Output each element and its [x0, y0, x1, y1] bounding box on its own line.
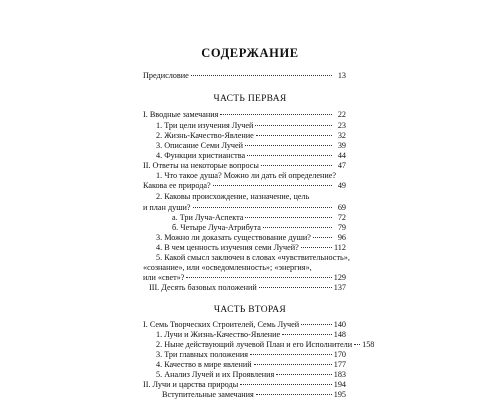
toc-entry-page: 72: [337, 213, 346, 222]
toc-entry-text: б. Четыре Луча-Атрибута: [172, 223, 261, 232]
toc-entry-text: 5. Какой смысл заключен в словах «чувствительность»,: [156, 253, 350, 262]
toc-leader-dots: [276, 374, 331, 375]
toc-entry: [156, 330, 346, 340]
toc-leader-dots: [186, 277, 331, 278]
toc-leader-dots: [263, 227, 332, 228]
toc-entry: [143, 273, 346, 283]
toc-entry-text: 2. Жизнь-Качество-Явление: [156, 131, 254, 140]
toc-entry: [162, 390, 346, 400]
toc-entry-page: 140: [333, 320, 346, 329]
toc-leader-dots: [247, 155, 332, 156]
toc-leader-dots: [256, 394, 332, 395]
toc-leader-dots: [193, 207, 332, 208]
toc-entry: [156, 121, 346, 131]
toc-entry-text: 3. Описание Семи Лучей: [156, 141, 244, 150]
toc-entry-text: II. Лучи и царства природы: [143, 380, 239, 389]
toc-entry-text: 5. Анализ Лучей и их Проявления: [156, 370, 275, 379]
toc-entry-text: 1. Лучи и Жизнь-Качество-Явление: [156, 330, 281, 339]
toc-entry-page: 158: [362, 340, 375, 349]
toc-entry-page: 112: [334, 243, 346, 252]
toc-entry-page: 177: [333, 360, 346, 369]
toc-entry-text: 2. Ныне действующий лучевой План и его Исполнители: [156, 340, 353, 349]
toc-entry: [143, 161, 346, 171]
toc-entry-text: 1. Три цели изучения Лучей: [156, 121, 254, 130]
toc-leader-dots: [213, 185, 332, 186]
toc-entry-text: I. Семь Творческих Строителей, Семь Лучей: [143, 320, 300, 329]
toc-entry: [156, 370, 346, 380]
toc-entry-text: III. Десять базовых положений: [149, 283, 257, 292]
toc-entry: [156, 233, 346, 243]
toc-leader-dots: [256, 135, 332, 136]
toc-entry-page: 13: [337, 71, 346, 80]
toc-leader-dots: [191, 75, 332, 76]
toc-entry: [156, 141, 346, 151]
toc-entry-text: Предисловие: [143, 71, 189, 80]
toc-entry: [149, 283, 346, 293]
toc-entry-page: 22: [337, 110, 346, 119]
toc-entry: [143, 203, 346, 213]
part-two-heading: ЧАСТЬ ВТОРАЯ: [213, 305, 287, 315]
toc-entry: [172, 213, 346, 223]
toc-entry: [156, 151, 346, 161]
toc-entry-text: 4. Функции христианства: [156, 151, 246, 160]
toc-entry-page: 39: [337, 141, 346, 150]
toc-leader-dots: [245, 145, 332, 146]
toc-leader-dots: [301, 324, 332, 325]
toc-leader-dots: [354, 344, 360, 345]
toc-entry-text: и план души?: [143, 203, 191, 212]
toc-leader-dots: [282, 334, 332, 335]
toc-entry-text: 3. Можно ли доказать существование души?: [156, 233, 311, 242]
toc-entry: [156, 243, 346, 253]
toc-leader-dots: [220, 114, 332, 115]
toc-leader-dots: [261, 165, 332, 166]
toc-entry-text: Вступительные замечания: [162, 390, 254, 399]
toc-entry-page: 183: [333, 370, 346, 379]
toc-entry-text: I. Вводные замечания: [143, 110, 219, 119]
toc-entry-page: 23: [337, 121, 346, 130]
toc-leader-dots: [313, 237, 332, 238]
toc-entry-text: или «свет»?: [143, 273, 185, 282]
toc-entry-text: 4. В чем ценность изучения семи Лучей?: [156, 243, 299, 252]
toc-entry-text: а. Три Луча-Аспекта: [172, 213, 244, 222]
page-title: СОДЕРЖАНИЕ: [201, 46, 299, 60]
toc-entry-text: 3. Три главных положения: [156, 350, 249, 359]
toc-entry-text: 4. Качество в мире явлений: [156, 360, 252, 369]
toc-entry-page: 148: [333, 330, 346, 339]
toc-entry-text: 1. Что такое душа? Можно ли дать ей определение?: [156, 171, 337, 180]
part-one-heading: ЧАСТЬ ПЕРВАЯ: [213, 94, 287, 104]
toc-entry-page: 170: [333, 350, 346, 359]
toc-entry-preface: [143, 71, 346, 81]
toc-leader-dots: [259, 287, 332, 288]
toc-leader-dots: [250, 354, 332, 355]
toc-entry-text: II. Ответы на некоторые вопросы: [143, 161, 259, 170]
toc-entry-page: 79: [337, 223, 346, 232]
toc-entry-page: 47: [337, 161, 346, 170]
toc-entry: [156, 360, 346, 370]
toc-entry-text: 2. Каковы происхождение, назначение, цель: [156, 192, 310, 201]
toc-entry: [143, 181, 346, 191]
toc-entry: [156, 350, 346, 360]
toc-entry-text: «сознание», или «осведомленность»; «энергия»,: [143, 263, 312, 272]
toc-entry-page: 49: [337, 181, 346, 190]
toc-entry: [172, 223, 346, 233]
toc-leader-dots: [255, 125, 332, 126]
toc-entry-page: 32: [337, 131, 346, 140]
toc-leader-dots: [245, 217, 332, 218]
toc-entry-page: 96: [337, 233, 346, 242]
toc-entry-page: 129: [333, 273, 346, 282]
toc-entry-page: 69: [337, 203, 346, 212]
toc-entry: [143, 110, 346, 120]
toc-entry-page: 195: [333, 390, 346, 399]
toc-leader-dots: [301, 247, 332, 248]
toc-entry: [143, 320, 346, 330]
toc-entry-text: Какова ее природа?: [143, 181, 211, 190]
toc-entry: [156, 131, 346, 141]
toc-entry-page: 194: [333, 380, 346, 389]
toc-entry-page: 137: [333, 283, 346, 292]
toc-entry: [156, 340, 375, 350]
toc-leader-dots: [254, 364, 332, 365]
toc-entry: [143, 380, 346, 390]
toc-leader-dots: [240, 384, 332, 385]
toc-entry-page: 44: [337, 151, 346, 160]
